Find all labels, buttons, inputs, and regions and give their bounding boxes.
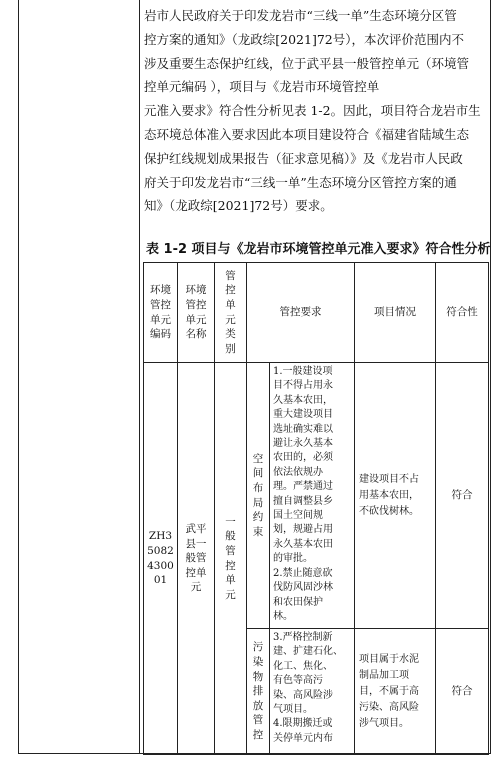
- header-unit-name: 环境 管控 单元 名称: [178, 263, 215, 363]
- left-column-divider: [139, 0, 140, 754]
- intro-line: 控单元编码 ），项目与《龙岩市环境管控单: [144, 79, 380, 95]
- table-header-row: [144, 263, 489, 363]
- cell-situation-spatial: 建设项目不占 用基本农田， 不砍伐树林。: [355, 363, 436, 629]
- intro-line: 岩市人民政府关于印发龙岩市“三线一单”生态环境分区管: [144, 8, 457, 23]
- header-situation: 项目情况: [355, 263, 436, 363]
- cell-unit-category: 一 般 管 控 单 元: [215, 363, 247, 755]
- cell-compliance-spatial: 符合: [436, 363, 489, 629]
- cell-unit-code: ZH3 5082 4300 01: [144, 363, 178, 755]
- header-requirement: 管控要求: [247, 263, 355, 363]
- cell-dimension-pollution: 污 染 物 排 放 管 控: [247, 629, 270, 755]
- intro-line: 保护红线规划成果报告（征求意见稿）》及《龙岩市人民政: [144, 150, 463, 166]
- cell-requirement-spatial: 1.一般建设项 目不得占用永 久基本农田， 重大建设项目 选址确实难以 避让永久基本 农田的，必须 依法依规办 理。严禁通过 擅自调整县乡 国土空间规 划，规避占用 永久基本农田 的审批。 2.禁止随意砍 伐防风固沙林 和农田保护 林。: [270, 363, 355, 629]
- intro-line: 元准入要求》符合性分析见表 1-2。因此，项目符合龙岩市生: [144, 103, 481, 119]
- intro-line: 知》（龙政综[2021]72号）要求。: [144, 198, 333, 214]
- cell-requirement-pollution: 3.严格控制新 建、扩建石化、 化工、焦化、 有色等高污 染、高风险涉 气项目。 4.限期搬迁或 关停单元内布: [270, 629, 355, 755]
- header-compliance: 符合性: [436, 263, 489, 363]
- cell-dimension-spatial: 空 间 布 局 约 束: [247, 363, 270, 629]
- cell-compliance-pollution: 符合: [436, 629, 489, 755]
- header-unit-code: 环境 管控 单元 编码: [144, 263, 178, 363]
- table-row: [144, 363, 489, 629]
- cell-unit-name: 武平 县一 般管 控单 元: [178, 363, 215, 755]
- intro-line: 涉及重要生态保护红线，位于武平县一般管控单元（环境管: [144, 55, 470, 71]
- intro-paragraph: [144, 4, 485, 218]
- compliance-table: [143, 262, 489, 755]
- intro-line: 府关于印发龙岩市“三线一单”生态环境分区管控方案的通: [144, 174, 457, 190]
- table-caption: 表 1-2 项目与《龙岩市环境管控单元准入要求》符合性分析: [146, 242, 491, 257]
- header-unit-category: 管 控 单 元 类 别: [215, 263, 247, 363]
- intro-line: 态环境总体准入要求因此本项目建设符合《福建省陆域生态: [144, 126, 470, 142]
- intro-line: 控方案的通知》（龙政综[2021]72号），本次评价范围内不: [144, 31, 464, 47]
- cell-situation-pollution: 项目属于水泥 制品加工项 目，不属于高 污染、高风险 涉气项目。: [355, 629, 436, 755]
